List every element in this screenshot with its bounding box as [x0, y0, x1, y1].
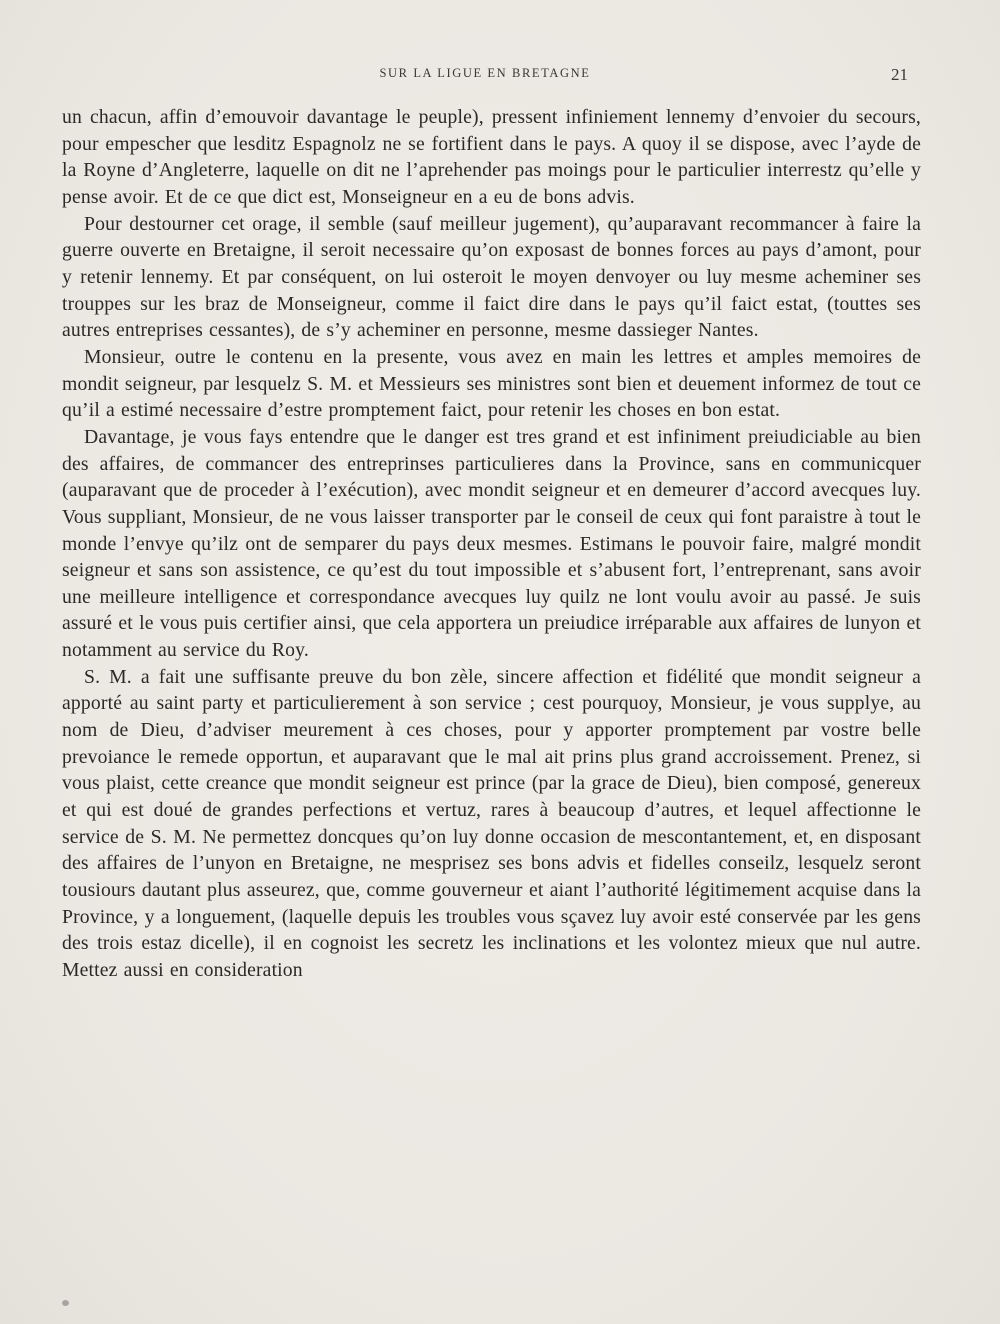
body-text: [62, 104, 921, 984]
paragraph-4: Davantage, je vous fays entendre que le danger est tres grand et est infiniment preiudiciable au bien des affaires, de commancer des entreprinses particulieres dans la Province, sans en communicquer (auparavant que de proceder à l’exécution), avec mondit seigneur et en demeurer d’accord avecques luy. Vous suppliant, Monsieur, de ne vous laisser transporter par le conseil de ceux qui font paraistre à tout le monde l’envye qu’ilz ont de semparer du pays deux mesmes. Estimans le pouvoir faire, malgré mondit seigneur et sans son assistence, ce qu’est du tout impossible et s’abusent fort, l’entreprenant, sans avoir une meilleure intelligence et correspondance avecques luy quilz ne lont voulu avoir au passé. Je suis assuré et le vous puis certifier ainsi, que cela apportera un preiudice irréparable aux affaires de lunyon et notamment au service du Roy.: [62, 425, 921, 662]
ink-speck: [62, 1300, 69, 1306]
running-head: [62, 66, 908, 86]
page-number: 21: [891, 65, 908, 84]
paragraph-3: Monsieur, outre le contenu en la presente, vous avez en main les lettres et amples memoires de mondit seigneur, par lesquelz S. M. et Messieurs ses ministres sont bien et deuement informez de tout ce qu’il a estimé necessaire d’estre promptement faict, pour retenir les choses en bon estat.: [62, 345, 921, 422]
paragraph-2: Pour destourner cet orage, il semble (sauf meilleur jugement), qu’auparavant recommancer à faire la guerre ouverte en Bretaigne, il seroit necessaire qu’on exposast de bonnes forces au pays d’amont, pour y retenir lennemy. Et par conséquent, on lui osteroit le moyen denvoyer ou luy mesme acheminer ses trouppes sur les braz de Monseigneur, comme il faict dire dans le pays qu’il faict estat, (touttes ses autres entreprises cessantes), de s’y acheminer en personne, mesme dassieger Nantes.: [62, 212, 921, 342]
running-head-title: SUR LA LIGUE EN BRETAGNE: [379, 66, 591, 80]
paragraph-1: un chacun, affin d’emouvoir davantage le peuple), pressent infiniement lennemy d’envoier du secours, pour empescher que lesditz Espagnolz ne se fortifient dans le pays. A quoy il se dispose, avec l’ayde de la Royne d’Angleterre, laquelle on dit ne l’aprehender pas moings pour le particulier interrestz qu’elle y pense avoir. Et de ce que dict est, Monseigneur en a eu de bons advis.: [62, 106, 921, 208]
paragraph-5: S. M. a fait une suffisante preuve du bon zèle, sincere affection et fidélité que mondit seigneur a apporté au saint party et particulierement à son service ; cest pourquoy, Monsieur, je vous supplye, au nom de Dieu, d’adviser meurement à ces choses, pour y apporter promptement par vostre belle prevoiance le remede opportun, et auparavant que le mal ait prins plus grand accroissement. Prenez, si vous plaist, cette creance que mondit seigneur est prince (par la grace de Dieu), bien composé, genereux et qui est doué de grandes perfections et vertuz, rares à beaucoup d’autres, et lequel affectionne le service de S. M. Ne permettez doncques qu’on luy donne occasion de mescontantement, et, en disposant des affaires de l’unyon en Bretaigne, ne mesprisez ses bons advis et fidelles conseilz, lesquelz seront tousiours dautant plus asseurez, que, comme gouverneur et aiant l’authorité légitimement acquise dans la Province, y a longuement, (laquelle depuis les troubles vous sçavez luy avoir esté conservée par les gens des trois estaz dicelle), il en cognoist les secretz les inclinations et les volontez mieux que nul autre. Mettez aussi en consideration: [62, 665, 921, 981]
